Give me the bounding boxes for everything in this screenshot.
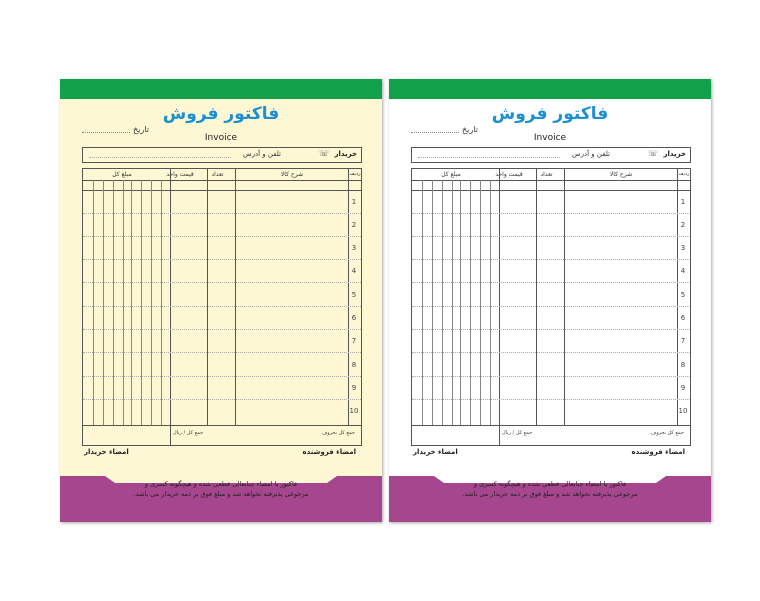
phone-address-label: تلفن و آدرس <box>572 150 610 158</box>
row-line <box>412 376 690 377</box>
total-subcol-line <box>460 180 461 425</box>
row-number: 7 <box>680 337 686 345</box>
row-line <box>412 399 690 400</box>
total-subcol-line <box>452 180 453 425</box>
column-header-description: شرح کالا <box>609 171 633 178</box>
row-number: 9 <box>351 384 357 392</box>
total-subcol-line <box>490 180 491 425</box>
row-number: 4 <box>351 267 357 275</box>
header-green-bar <box>60 79 382 99</box>
row-number: 2 <box>680 221 686 229</box>
row-line <box>83 282 361 283</box>
grand-total-label: جمع کل / ریال <box>173 430 204 436</box>
col-line <box>207 169 208 425</box>
column-header-unit-price: قیمت واحد <box>166 171 194 178</box>
date-label: تاریخ <box>462 125 478 134</box>
row-number: 1 <box>680 198 686 206</box>
total-subcol-line <box>103 180 104 425</box>
row-number: 9 <box>680 384 686 392</box>
row-number: 2 <box>351 221 357 229</box>
footer-note-line-2: مرجوعی پذیرفته نخواهد شد و مبلغ فوق بر ذمه خریدار می باشد. <box>462 490 638 498</box>
footer-divider <box>83 425 361 426</box>
total-subcol-line <box>151 180 152 425</box>
total-subcol-line <box>422 180 423 425</box>
invoice-sheet-cream <box>60 79 382 522</box>
footer-note <box>60 479 382 499</box>
invoice-title: فاکتور فروش <box>491 104 609 124</box>
column-header-quantity: تعداد <box>540 171 553 178</box>
row-number: 3 <box>680 244 686 252</box>
row-line <box>412 306 690 307</box>
column-header-row: ردیف <box>678 171 690 177</box>
header-divider-2 <box>83 190 361 191</box>
row-line <box>412 352 690 353</box>
grand-total-label: جمع کل / ریال <box>502 430 533 436</box>
column-header-quantity: تعداد <box>211 171 224 178</box>
row-number: 1 <box>351 198 357 206</box>
invoice-sheet-white <box>389 79 711 522</box>
total-subcol-line <box>480 180 481 425</box>
row-number: 8 <box>351 361 357 369</box>
column-header-description: شرح کالا <box>280 171 304 178</box>
buyer-label: خریدار <box>663 150 686 158</box>
total-in-words-label: جمع کل بحروف <box>322 430 355 436</box>
total-subcol-line <box>442 180 443 425</box>
row-line <box>83 236 361 237</box>
row-number: 6 <box>680 314 686 322</box>
row-line <box>83 259 361 260</box>
row-line <box>83 376 361 377</box>
col-line <box>499 169 500 445</box>
row-number: 8 <box>680 361 686 369</box>
footer-note <box>389 479 711 499</box>
footer-note-line-1: فاکتور با امضاء جنابعالی قطعی شده و هیچگونه کسری و <box>473 480 627 488</box>
total-subcol-line <box>113 180 114 425</box>
header-green-bar <box>389 79 711 99</box>
seller-signature-label: امضاء فروشنده <box>631 448 685 456</box>
items-table <box>82 168 362 446</box>
row-number: 3 <box>351 244 357 252</box>
row-number: 6 <box>351 314 357 322</box>
total-subcol-line <box>470 180 471 425</box>
col-line <box>170 169 171 445</box>
header-divider <box>83 180 361 181</box>
date-label: تاریخ <box>133 125 149 134</box>
buyer-signature-label: امضاء خریدار <box>413 448 458 456</box>
column-header-unit-price: قیمت واحد <box>495 171 523 178</box>
row-number: 5 <box>351 291 357 299</box>
column-header-total: مبلغ کل <box>112 171 132 178</box>
total-subcol-line <box>141 180 142 425</box>
row-line <box>83 329 361 330</box>
row-line <box>412 236 690 237</box>
invoice-title: فاکتور فروش <box>162 104 280 124</box>
row-number: 10 <box>349 407 359 415</box>
footer-note-line-1: فاکتور با امضاء جنابعالی قطعی شده و هیچگونه کسری و <box>144 480 298 488</box>
total-subcol-line <box>93 180 94 425</box>
row-line <box>412 282 690 283</box>
row-line <box>412 329 690 330</box>
col-line <box>536 169 537 425</box>
invoice-subtitle: Invoice <box>204 133 238 143</box>
total-subcol-line <box>432 180 433 425</box>
total-subcol-line <box>161 180 162 425</box>
row-number: 7 <box>351 337 357 345</box>
buyer-box <box>411 147 691 163</box>
header-divider-2 <box>412 190 690 191</box>
row-number: 4 <box>680 267 686 275</box>
row-number: 10 <box>678 407 688 415</box>
col-line <box>235 169 236 425</box>
buyer-box <box>82 147 362 163</box>
buyer-dotted-line <box>89 157 231 158</box>
phone-icon: ☏ <box>647 149 658 158</box>
row-line <box>412 259 690 260</box>
total-subcol-line <box>123 180 124 425</box>
buyer-label: خریدار <box>334 150 357 158</box>
seller-signature-label: امضاء فروشنده <box>302 448 356 456</box>
row-line <box>83 352 361 353</box>
buyer-signature-label: امضاء خریدار <box>84 448 129 456</box>
row-line <box>83 399 361 400</box>
items-table <box>411 168 691 446</box>
column-header-row: ردیف <box>349 171 361 177</box>
footer-divider <box>412 425 690 426</box>
date-field-line <box>411 132 459 133</box>
date-field-line <box>82 132 130 133</box>
phone-address-label: تلفن و آدرس <box>243 150 281 158</box>
column-header-total: مبلغ کل <box>441 171 461 178</box>
buyer-dotted-line <box>418 157 560 158</box>
total-in-words-label: جمع کل بحروف <box>651 430 684 436</box>
header-divider <box>412 180 690 181</box>
phone-icon: ☏ <box>318 149 329 158</box>
row-line <box>83 306 361 307</box>
col-line <box>564 169 565 425</box>
row-line <box>412 213 690 214</box>
row-number: 5 <box>680 291 686 299</box>
invoice-subtitle: Invoice <box>533 133 567 143</box>
total-subcol-line <box>131 180 132 425</box>
footer-note-line-2: مرجوعی پذیرفته نخواهد شد و مبلغ فوق بر ذمه خریدار می باشد. <box>133 490 309 498</box>
row-line <box>83 213 361 214</box>
